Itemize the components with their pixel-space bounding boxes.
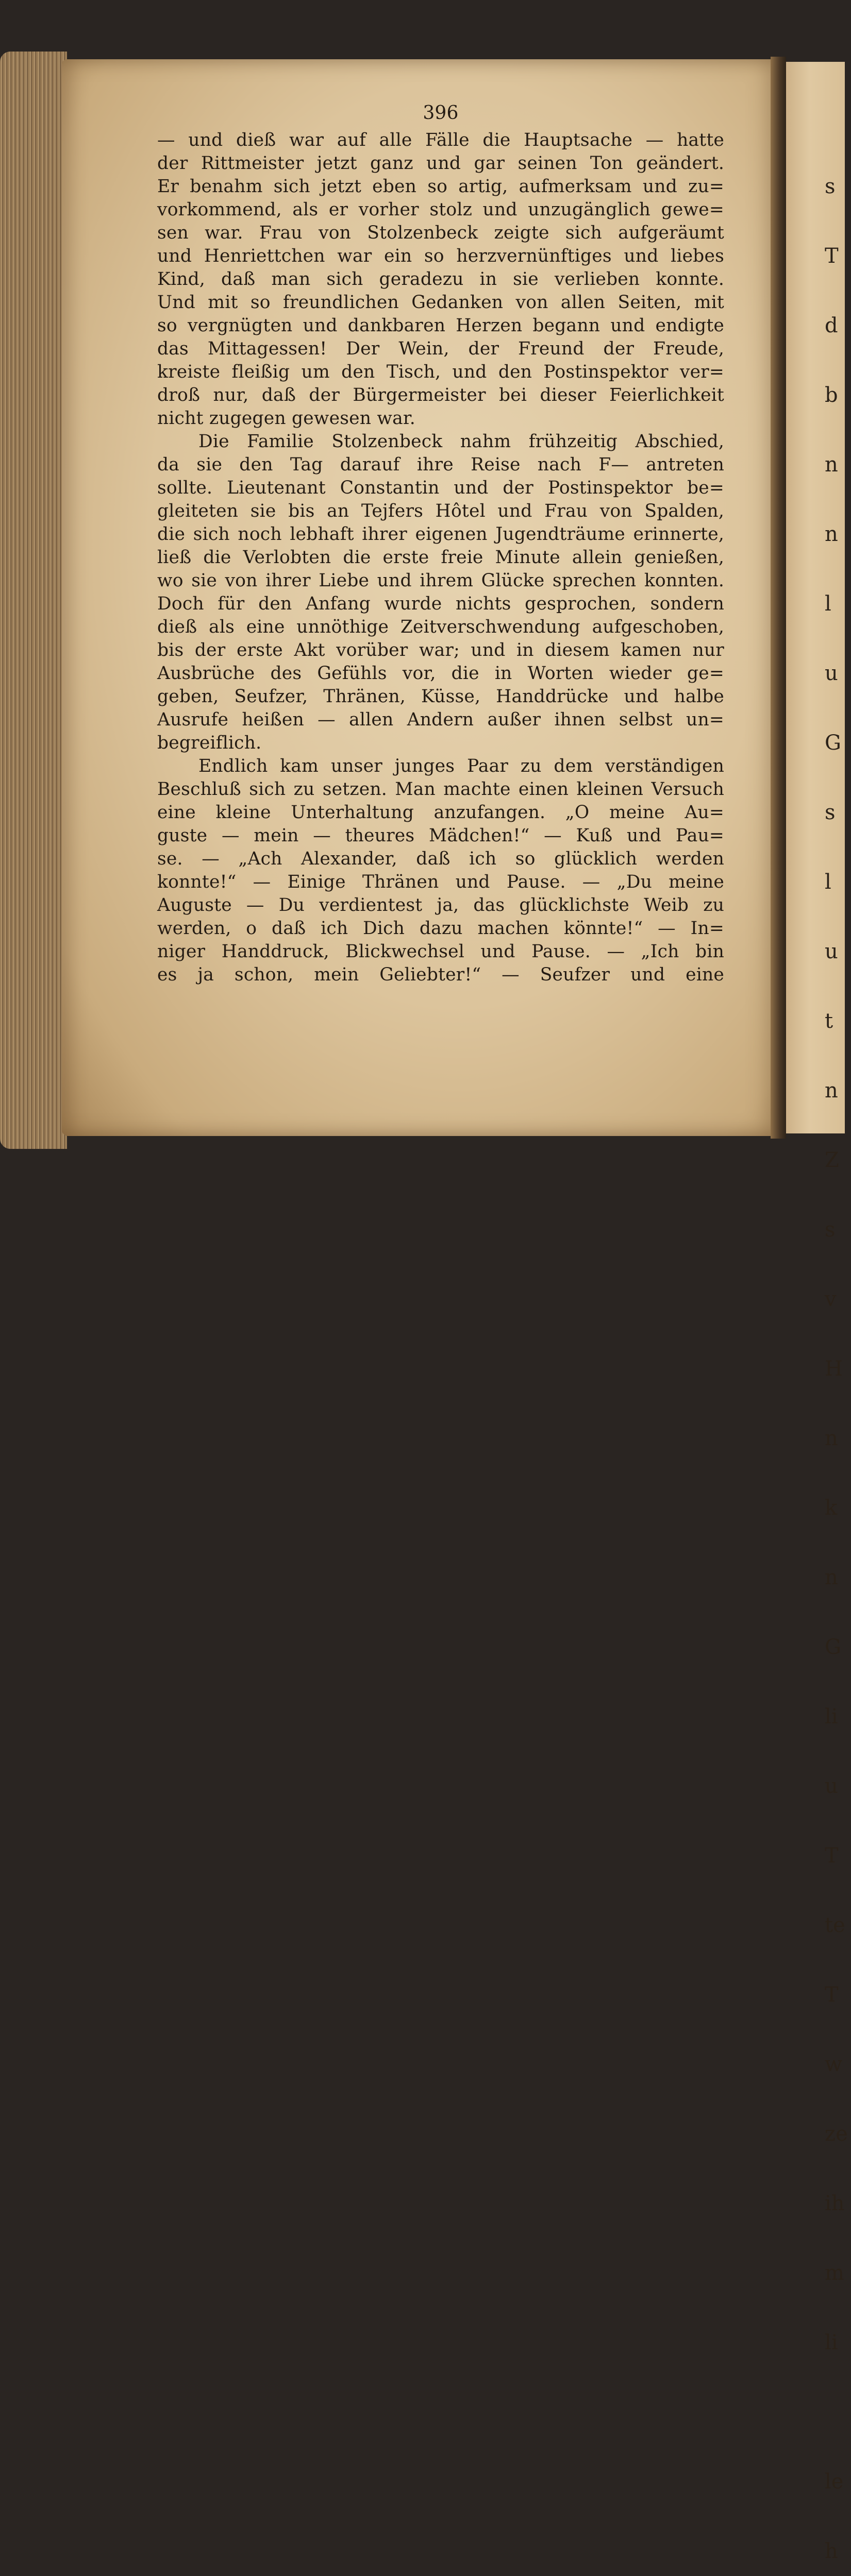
fragment: li [825, 2331, 838, 2354]
fragment: u [825, 1774, 838, 1798]
text-line: da sie den Tag darauf ihre Reise nach F— antreten [157, 454, 724, 475]
fragment: v [825, 1287, 837, 1311]
text-line: und Henriettchen war ein so herzvernünftiges und liebes [157, 246, 724, 266]
text-line: guste — mein — theures Mädchen!“ — Kuß und Pau= [157, 825, 724, 846]
text-line: Ausbrüche des Gefühls vor, die in Worten wieder ge= [157, 663, 724, 684]
page-text [157, 98, 724, 987]
fragment: li [825, 1705, 838, 1728]
fragment: u [825, 662, 838, 685]
page-edges [0, 52, 67, 1149]
fragment: n [825, 1079, 838, 1103]
text-line: sen war. Frau von Stolzenbeck zeigte sich aufgeräumt [157, 223, 724, 243]
fragment: n [825, 522, 838, 546]
fragment: s [825, 175, 836, 198]
text-line: sollte. Lieutenant Constantin und der Postinspektor be= [157, 478, 724, 498]
fragment: T [825, 1844, 839, 1868]
text-line: Doch für den Anfang wurde nichts gesprochen, sondern [157, 594, 724, 614]
fragment: l [825, 870, 831, 894]
text-line: dieß als eine unnöthige Zeitverschwendung aufgeschoben, [157, 617, 724, 637]
text-line: kreiste fleißig um den Tisch, und den Postinspektor ver= [157, 362, 724, 382]
fragment: d [825, 314, 838, 337]
text-line: vorkommend, als er vorher stolz und unzugänglich gewe= [157, 199, 724, 220]
fragment: k [825, 1496, 838, 1520]
text-line: es ja schon, mein Geliebter!“ — Seufzer und eine [157, 964, 724, 985]
text-line: die sich noch lebhaft ihrer eigenen Jugendträume erinnerte, [157, 524, 724, 545]
fragment: s [825, 1218, 836, 1242]
text-line: se. — „Ach Alexander, daß ich so glücklich werden [157, 849, 724, 869]
fragment [825, 2401, 845, 2424]
book-gutter [771, 57, 786, 1139]
fragment: te [825, 1913, 845, 1937]
paragraph-start-line: Die Familie Stolzenbeck nahm frühzeitig Abschied, [198, 431, 724, 452]
text-line: das Mittagessen! Der Wein, der Freund der Freude, [157, 338, 724, 359]
text-line: Kind, daß man sich geradezu in sie verlieben konnte. [157, 269, 724, 290]
text-line: eine kleine Unterhaltung anzufangen. „O meine Au= [157, 802, 724, 823]
paragraph-start-line: Endlich kam unser junges Paar zu dem verständigen [198, 756, 724, 776]
text-line: bis der erste Akt vorüber war; und in diesem kamen nur [157, 640, 724, 660]
fragment: T [825, 244, 839, 268]
fragment: b [825, 383, 838, 407]
text-line: Er benahm sich jetzt eben so artig, aufmerksam und zu= [157, 176, 724, 197]
text-line: niger Handdruck, Blickwechsel und Pause. — „Ich bin [157, 941, 724, 962]
text-line: Auguste — Du verdientest ja, das glücklichste Weib zu [157, 895, 724, 916]
text-line: konnte!“ — Einige Thränen und Pause. — „Du meine [157, 872, 724, 892]
fragment: T [825, 1983, 839, 2007]
text-line: droß nur, daß der Bürgermeister bei dieser Feierlichkeit [157, 385, 724, 405]
fragment: G [825, 1635, 841, 1659]
text-line: werden, o daß ich Dich dazu machen könnte!“ — In= [157, 918, 724, 939]
paragraph-end-line: begreiflich. [157, 733, 262, 753]
fragment: w [825, 2053, 843, 2076]
page-number: 396 [423, 103, 459, 124]
fragment: H [825, 1357, 843, 1381]
fragment: n [825, 453, 838, 477]
text-line: — und dieß war auf alle Fälle die Hauptsache — hatte [157, 130, 724, 150]
fragment: h [825, 2539, 838, 2563]
text-line: ließ die Verlobten die erste freie Minute allein genießen, [157, 547, 724, 568]
fragment: G [825, 731, 841, 755]
fragment: n [825, 1566, 838, 1589]
fragment: Z [825, 1148, 839, 1172]
fragment: m [825, 2261, 844, 2285]
text-line: Und mit so freundlichen Gedanken von allen Seiten, mit [157, 292, 724, 313]
fragment: n [825, 1427, 838, 1450]
text-line: der Rittmeister jetzt ganz und gar seinen Ton geändert. [157, 153, 724, 174]
fragment: s [825, 801, 836, 824]
fragment: le [825, 2470, 844, 2494]
fragment: u [825, 940, 838, 963]
text-line: geben, Seufzer, Thränen, Küsse, Handdrücke und halbe [157, 686, 724, 707]
fragment: l [825, 592, 831, 616]
fragment: ih [825, 2192, 845, 2215]
facing-page-text-fragments [825, 129, 848, 2576]
fragment: t [825, 1009, 833, 1033]
text-line: wo sie von ihrer Liebe und ihrem Glücke sprechen konnten. [157, 570, 724, 591]
fragment: ze [825, 2122, 848, 2146]
text-line: so vergnügten und dankbaren Herzen begann und endigte [157, 315, 724, 336]
text-line: Ausrufe heißen — allen Andern außer ihnen selbst un= [157, 709, 724, 730]
paragraph-end-line: nicht zugegen gewesen war. [157, 408, 415, 429]
text-line: gleiteten sie bis an Tejfers Hôtel und Frau von Spalden, [157, 501, 724, 521]
text-line: Beschluß sich zu setzen. Man machte einen kleinen Versuch [157, 779, 724, 800]
